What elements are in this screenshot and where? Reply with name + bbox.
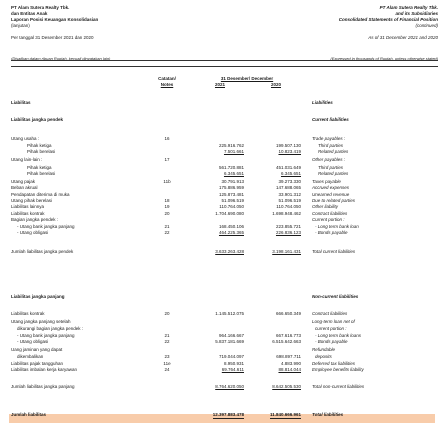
row-value-2021: 175.886.959 bbox=[218, 185, 244, 190]
row-value-2021: 464.225.365 bbox=[218, 230, 244, 235]
row-value-2021: 1.704.690.080 bbox=[215, 211, 244, 216]
header-right-line: Consolidated Statements of Financial Position bbox=[338, 17, 438, 22]
header-left-line: dan Entitas Anak bbox=[11, 11, 48, 16]
row-value-2021: 225.916.762 bbox=[218, 143, 244, 148]
row-value-2020: 666.650.349 bbox=[275, 311, 301, 316]
notes-heading: Catatan/ bbox=[158, 76, 176, 81]
header-left-line: Per tanggal 31 Desember 2021 dan 2020 bbox=[11, 35, 94, 40]
header-divider bbox=[11, 60, 438, 61]
row-value-2020: 4.883.990 bbox=[280, 361, 301, 366]
row-note-ref: 23 bbox=[164, 354, 170, 359]
row-value-2021: 8.764.620.050 bbox=[215, 384, 244, 389]
row-label-en: Contract liabilities bbox=[312, 211, 348, 216]
row-label: Pihak ketiga bbox=[27, 143, 52, 148]
row-label: Jumlah liabilitas jangka panjang bbox=[11, 384, 75, 389]
row-label-en: Related parties bbox=[318, 171, 349, 176]
row-label-en: Taxes payable bbox=[312, 179, 341, 184]
row-value-2021: 5.837.181.669 bbox=[215, 339, 244, 344]
row-note-ref: 20 bbox=[164, 311, 170, 316]
row-note-ref: 20 bbox=[164, 211, 170, 216]
row-label: Liabilitas kontrak bbox=[11, 211, 45, 216]
row-label: dikembalikan bbox=[17, 354, 44, 359]
row-label-en: - Long term bank loans bbox=[315, 333, 362, 338]
row-value-2021: 964.166.667 bbox=[218, 333, 244, 338]
row-value-2021: 110.764.050 bbox=[219, 204, 244, 209]
row-value-2020: 11.840.666.961 bbox=[269, 412, 301, 417]
row-value-2021: 1.145.512.075 bbox=[215, 311, 244, 316]
row-note-ref: 17 bbox=[164, 157, 170, 162]
header-right-line: and its Subsidiaries bbox=[395, 11, 438, 16]
row-label: Pihak berelasi bbox=[27, 149, 56, 154]
row-label-en: Refundable bbox=[312, 347, 336, 352]
header-divider-bottom bbox=[11, 66, 438, 67]
header-right-line: PT Alam Sutera Realty Tbk. bbox=[379, 5, 438, 10]
row-label: Jumlah liabilitas jangka pendek bbox=[11, 249, 74, 254]
row-label-en: Third parties bbox=[318, 165, 344, 170]
row-label: dikurangi bagian jangka pendek : bbox=[17, 326, 84, 331]
row-note-ref: 11e bbox=[163, 361, 171, 366]
row-label-en: Other payables : bbox=[312, 157, 346, 162]
row-value-2020: 667.616.773 bbox=[275, 333, 301, 338]
row-label: Liabilitas kontrak bbox=[11, 311, 45, 316]
row-label: Jumlah liabilitas bbox=[11, 412, 47, 417]
row-label: Liabilitas imbalan kerja karyawan bbox=[11, 367, 78, 372]
row-label: Beban akrual bbox=[11, 185, 38, 190]
row-label-en: Third parties bbox=[318, 143, 344, 148]
row-label: - Utang obligasi bbox=[17, 339, 49, 344]
row-label-en: Employee benefits liability bbox=[312, 367, 364, 372]
row-note-ref: 24 bbox=[164, 367, 170, 372]
row-value-2020: 1.698.948.462 bbox=[272, 211, 301, 216]
row-label: - Utang bank jangka panjang bbox=[17, 224, 75, 229]
row-value-2021: 125.873.481 bbox=[218, 192, 244, 197]
row-label: Pihak berelasi bbox=[27, 171, 56, 176]
row-label: Bagian jangka pendek : bbox=[11, 217, 59, 222]
row-label: - Utang bank jangka panjang bbox=[17, 333, 75, 338]
row-label-en: Current liabilities bbox=[312, 117, 349, 122]
row-label-en: Deferred tax liabilities bbox=[312, 361, 356, 366]
row-label: Liabilitas jangka pendek bbox=[11, 117, 64, 122]
header-left-line: (lanjutan) bbox=[11, 23, 30, 28]
header-right-line: (continued) bbox=[415, 23, 438, 28]
row-label-en: Current portion : bbox=[312, 217, 345, 222]
header-right-line: As of 31 December 2021 and 2020 bbox=[368, 35, 438, 40]
row-label: Liabilitas lainnya bbox=[11, 204, 45, 209]
row-value-2020: 6.515.642.663 bbox=[272, 339, 301, 344]
row-value-2021: 719.044.097 bbox=[218, 354, 244, 359]
row-label-en: Liabilities bbox=[312, 100, 333, 105]
row-value-2021: 6.345.651 bbox=[223, 171, 244, 176]
row-value-2021: 51.096.519 bbox=[221, 198, 244, 203]
row-value-2020: 698.897.711 bbox=[276, 354, 301, 359]
row-label-en: Other liability bbox=[312, 204, 339, 209]
row-label: - Utang obligasi bbox=[17, 230, 49, 235]
row-value-2020: 33.901.312 bbox=[278, 192, 301, 197]
row-label-en: Related parties bbox=[318, 149, 349, 154]
row-label-en: Non-current liabilities bbox=[312, 294, 359, 299]
row-label-en: Trade payables : bbox=[312, 136, 346, 141]
year-2020-heading: 2020 bbox=[270, 82, 281, 87]
row-label-en: Total current liabilities bbox=[312, 249, 356, 254]
row-value-2020: 451.031.649 bbox=[275, 165, 301, 170]
row-label: Pendapatan diterima di muka bbox=[11, 192, 70, 197]
row-label: Utang lain-lain : bbox=[11, 157, 43, 162]
row-note-ref: 18 bbox=[164, 198, 170, 203]
row-label-en: Total non-current liabilities bbox=[312, 384, 365, 389]
row-label-en: - Bonds payable bbox=[315, 339, 348, 344]
row-value-2021: 12.397.883.478 bbox=[212, 412, 244, 417]
row-note-ref: 19 bbox=[164, 204, 170, 209]
row-note-ref: 22 bbox=[164, 339, 170, 344]
row-value-2020: 223.855.721 bbox=[275, 224, 301, 229]
row-value-2021: 168.450.106 bbox=[218, 224, 244, 229]
row-label: Uang jaminan yang dapat bbox=[11, 347, 63, 352]
row-value-2020: 226.836.123 bbox=[275, 230, 301, 235]
row-value-2020: 6.345.651 bbox=[280, 171, 301, 176]
row-label: Utang pihak berelasi bbox=[11, 198, 53, 203]
row-value-2020: 51.096.519 bbox=[278, 198, 301, 203]
row-note-ref: 21 bbox=[164, 333, 170, 338]
row-label-en: Accrued expenses bbox=[312, 185, 350, 190]
period-heading: 31 Desember/ December bbox=[220, 76, 274, 81]
row-value-2020: 10.823.419 bbox=[278, 149, 301, 154]
row-value-2020: 199.507.130 bbox=[275, 143, 301, 148]
row-value-2021: 30.791.913 bbox=[221, 179, 244, 184]
row-label: Pihak ketiga bbox=[27, 165, 52, 170]
notes-heading-en: Notes bbox=[160, 82, 174, 87]
row-value-2021: 69.764.611 bbox=[221, 367, 244, 372]
row-value-2020: 8.642.505.530 bbox=[272, 384, 301, 389]
row-label: Liabilitas bbox=[11, 100, 31, 105]
row-label-en: deposits bbox=[315, 354, 332, 359]
row-note-ref: 22 bbox=[164, 230, 170, 235]
currency-note-left: (Disajikan dalam ribuan Rupiah, kecuali dinyatakan lain) bbox=[11, 56, 111, 61]
row-value-2020: 110.764.050 bbox=[276, 204, 301, 209]
row-value-2020: 3.198.161.431 bbox=[272, 249, 301, 254]
row-value-2021: 561.720.881 bbox=[218, 165, 244, 170]
row-note-ref: 21 bbox=[164, 224, 170, 229]
currency-note-right: (Expressed in thousands of Rupiah, unless otherwise stated) bbox=[330, 56, 438, 61]
row-label: Utang pajak bbox=[11, 179, 36, 184]
row-label-en: - Long term bank loan bbox=[315, 224, 359, 229]
row-value-2021: 8.950.931 bbox=[223, 361, 244, 366]
row-label: Utang usaha : bbox=[11, 136, 40, 141]
row-value-2021: 3.633.263.428 bbox=[215, 249, 244, 254]
row-label: Liabilitas jangka panjang bbox=[11, 294, 65, 299]
row-label-en: Due to related parties bbox=[312, 198, 356, 203]
year-2021-heading: 2021 bbox=[214, 82, 225, 87]
row-note-ref: 16 bbox=[164, 136, 170, 141]
row-label-en: Contract liabilities bbox=[312, 311, 348, 316]
row-value-2020: 147.688.065 bbox=[275, 185, 301, 190]
row-label: Liabilitas pajak tangguhan bbox=[11, 361, 64, 366]
row-value-2020: 39.273.330 bbox=[278, 179, 301, 184]
row-label-en: Total liabilities bbox=[312, 412, 344, 417]
row-label-en: Long-term loan net of bbox=[312, 319, 355, 324]
row-label-en: - Bonds payable bbox=[315, 230, 348, 235]
row-label-en: Unearned revenue bbox=[312, 192, 350, 197]
header-left-line: Laporan Posisi Keuangan Konsolidasian bbox=[11, 17, 99, 22]
row-value-2021: 7.501.661 bbox=[223, 149, 244, 154]
row-label: Utang jangka panjang setelah bbox=[11, 319, 71, 324]
row-value-2020: 88.814.044 bbox=[278, 367, 301, 372]
row-label-en: current portion : bbox=[315, 326, 347, 331]
header-left-line: PT Alam Sutera Realty Tbk. bbox=[11, 5, 70, 10]
row-note-ref: 11b bbox=[163, 179, 171, 184]
